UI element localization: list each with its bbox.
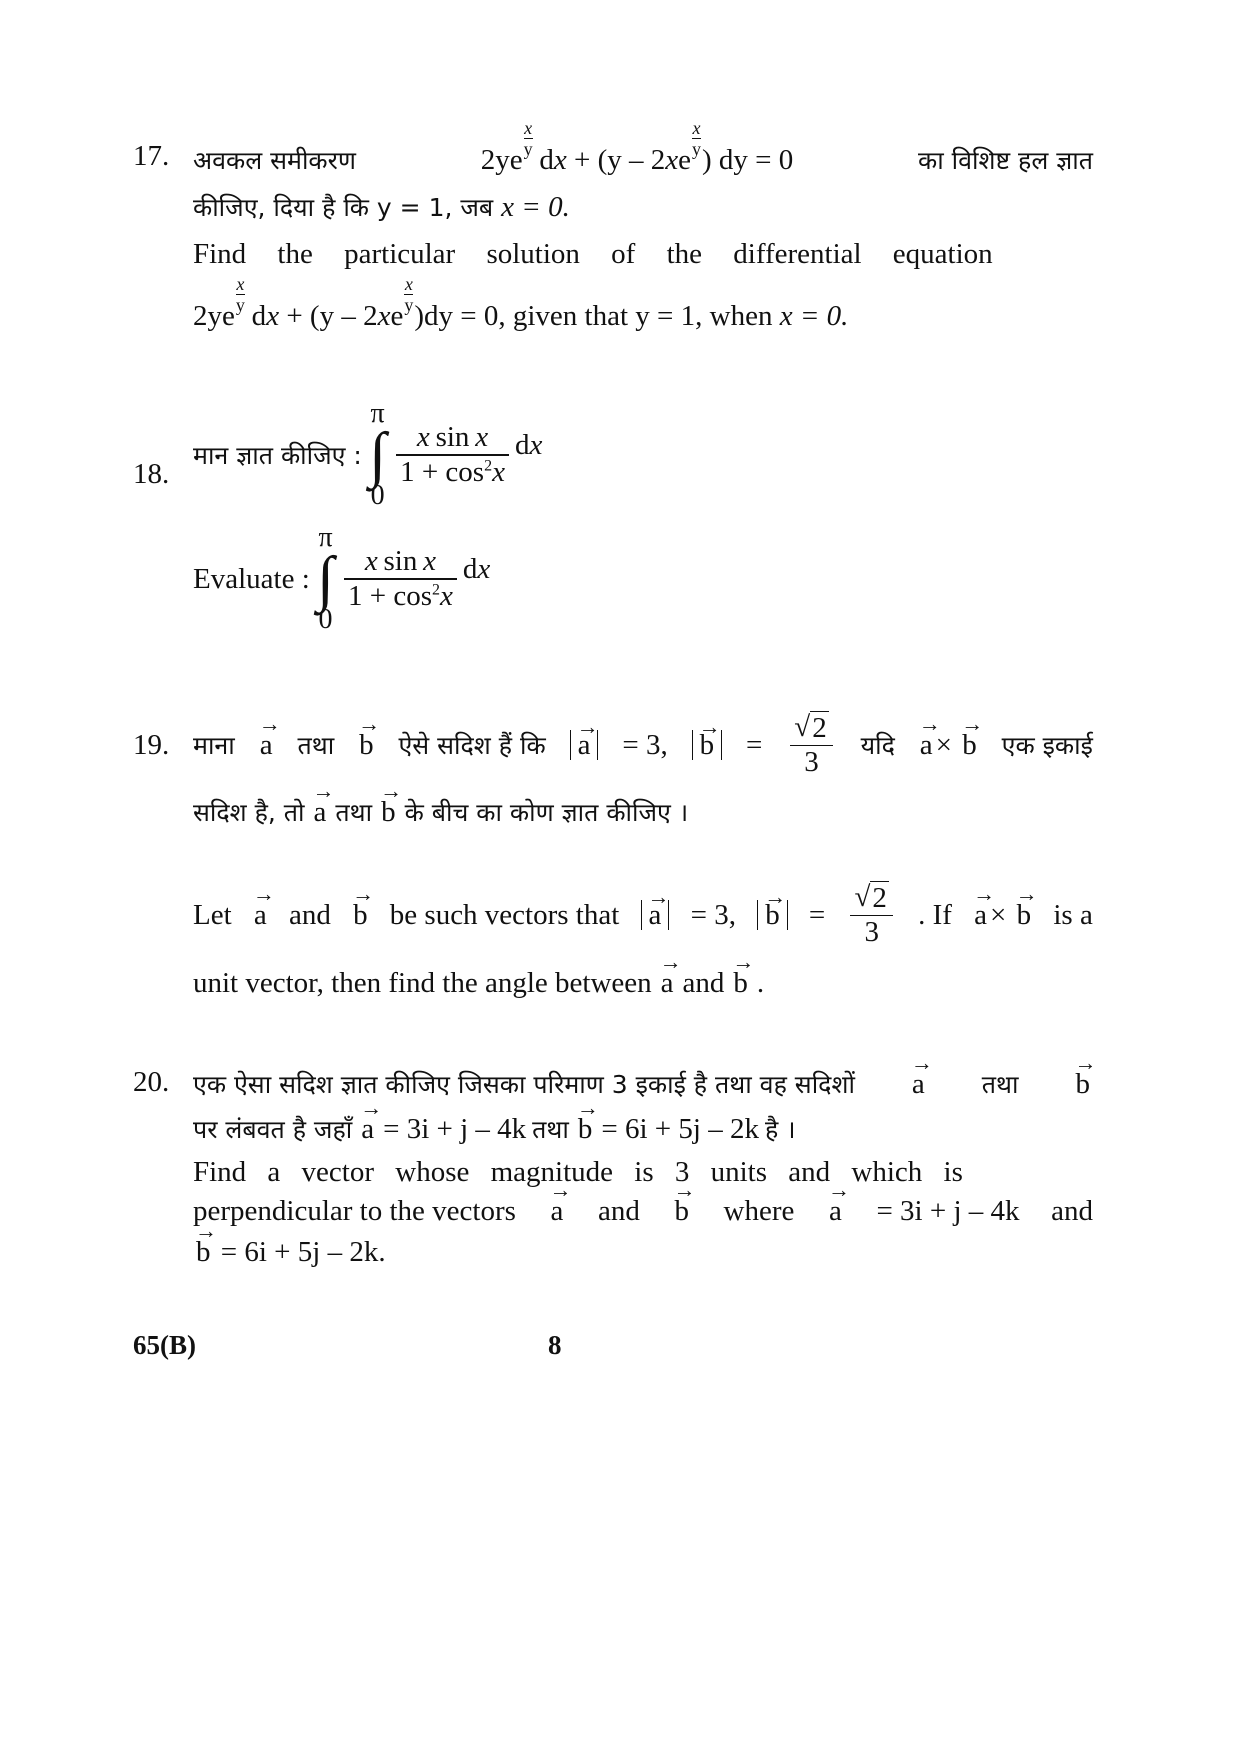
integral-sign: π ∫ 0 [317,522,334,635]
q20-text: पर लंबवत है जहाँ [193,1115,353,1144]
q20-text: है । [764,1115,796,1144]
vector-b-expression: = 6i + 5j – 2k [220,1236,379,1268]
q19-text: के बीच का कोण ज्ञात कीजिए । [404,798,689,827]
q19-text: माना [193,731,235,760]
upper-limit: π [370,398,385,429]
q20-hindi-line-1: एक ऐसा सदिश ज्ञात कीजिए जिसका परिमाण 3 इकाई है तथा वह सदिशों → a तथा → b [193,1062,1093,1106]
integral-sign: π ∫ 0 [369,398,387,511]
q20-english-line-3: → b = 6i + 5j – 2k . [193,1236,1093,1269]
q19-text: Let [193,898,232,931]
denominator: 3 [864,916,879,949]
vector-a-expression: = 3i + j – 4k [383,1112,527,1145]
q18-hindi-integral [193,400,1093,510]
q19-text: एक इकाई [1001,731,1093,760]
question-number: 19. [133,729,170,761]
question-number: 20. [133,1066,170,1098]
sqrt2-over-3: √ 2 3 [790,711,832,780]
q18-text: Evaluate : [193,562,310,595]
q17-english-line-1 [193,238,1093,271]
q19-text: . If [918,898,952,931]
q20-text: where [723,1195,795,1227]
q19-text: and [288,898,331,931]
q20-text: एक ऐसा सदिश ज्ञात कीजिए जिसका परिमाण 3 इकाई है तथा वह सदिशों [193,1070,855,1099]
q17-text: कीजिए, दिया है कि y = 1, जब [193,193,494,222]
sqrt-value: 2 [872,881,887,914]
lower-limit: 0 [318,604,333,635]
q20-text: तथा [981,1070,1019,1099]
sqrt-value: 2 [812,711,827,744]
paper-code: 65(B) [133,1330,196,1360]
dx: dx [462,552,491,585]
q19-text: तथा [335,798,373,827]
q19-text: and [682,967,725,999]
q18-text: मान ज्ञात कीजिए : [193,441,362,470]
q17-text: x = 0. [779,300,849,332]
q17-english-line-2: 2ye x y d x + (y – 2 x e x y ) dy = 0, given that y = 1, when x = 0. [193,274,849,332]
q20-text: and [597,1195,640,1227]
q20-hindi-line-2: पर लंबवत है जहाँ → a = 3i + j – 4k तथा → b = 6i + 5j – 2k है । [193,1112,1093,1146]
dx: dx [514,428,543,461]
q17-text: Find the particular solution of the differential equation [193,238,993,270]
q17-text: का विशिष्ट हल ज्ञात [918,146,1093,175]
q20-text: and [1051,1195,1093,1227]
q18-english-integral [193,524,1093,634]
question-19 [133,705,1093,1015]
q19-hindi-line-1: माना → a तथा → b ऐसे सदिश हैं कि → a = 3, → b = √ 2 3 यदि → a × → b एक इकाई [193,705,1093,785]
lower-limit: 0 [370,480,385,511]
question-number: 17. [133,140,170,172]
q19-text: = 3, [690,898,736,931]
q19-text: be such vectors that [389,898,620,931]
q19-text: unit vector, then find the angle between [193,967,652,999]
page-number: 8 [548,1330,562,1360]
q19-hindi-line-2: सदिश है, तो → a तथा → b के बीच का कोण ज्ञात कीजिए । [193,795,1093,829]
question-17 [133,117,1093,360]
question-18 [133,400,1093,660]
q19-text: = 3, [622,728,668,761]
denominator: 3 [804,746,819,779]
q19-english-line-2: unit vector, then find the angle between → a and → b . [193,967,1093,1000]
vector-b-expression: = 6i + 5j – 2k [601,1112,759,1145]
q20-text: तथा [532,1115,569,1144]
q20-english-line-2: perpendicular to the vectors → a and → b where → a = 3i + j – 4k and [193,1195,1093,1228]
q17-equation: 2ye x y d x + (y – 2 x e x y ) dy = 0 [480,117,794,176]
q19-text: ऐसे सदिश हैं कि [398,731,546,760]
vector-a-expression: = 3i + j – 4k [876,1195,1020,1227]
q17-hindi-line-2 [193,190,1093,224]
q17-text: dy = 0, given that y = 1, when [424,300,773,332]
q19-text: तथा [297,731,335,760]
q19-english-line-1: Let → a and → b be such vectors that → a = 3, → b = √ 2 3 . If → a × → b is a [193,875,1093,955]
q20-text: perpendicular to the vectors [193,1195,516,1227]
q19-text: is a [1053,898,1093,931]
sqrt2-over-3: √ 2 3 [850,881,892,950]
q17-text: अवकल समीकरण [193,146,356,175]
q19-text: सदिश है, तो [193,798,305,827]
question-number: 18. [133,458,170,490]
q17-hindi-line-1 [193,117,1093,180]
q19-text: यदि [860,731,895,760]
q17-text: x = 0. [501,190,570,223]
integrand-fraction: $\frac{\text{x sin x}}{1 + \cos^2x}$ [396,421,509,489]
question-20 [133,1062,1093,1292]
upper-limit: π [318,522,333,553]
q20-english-line-1 [193,1156,1093,1189]
q20-text: Find a vector whose magnitude is 3 units and which is [193,1156,963,1188]
integrand-fraction: $\frac{\text{x sin x}}{1 + \cos^2x}$ [344,545,457,613]
